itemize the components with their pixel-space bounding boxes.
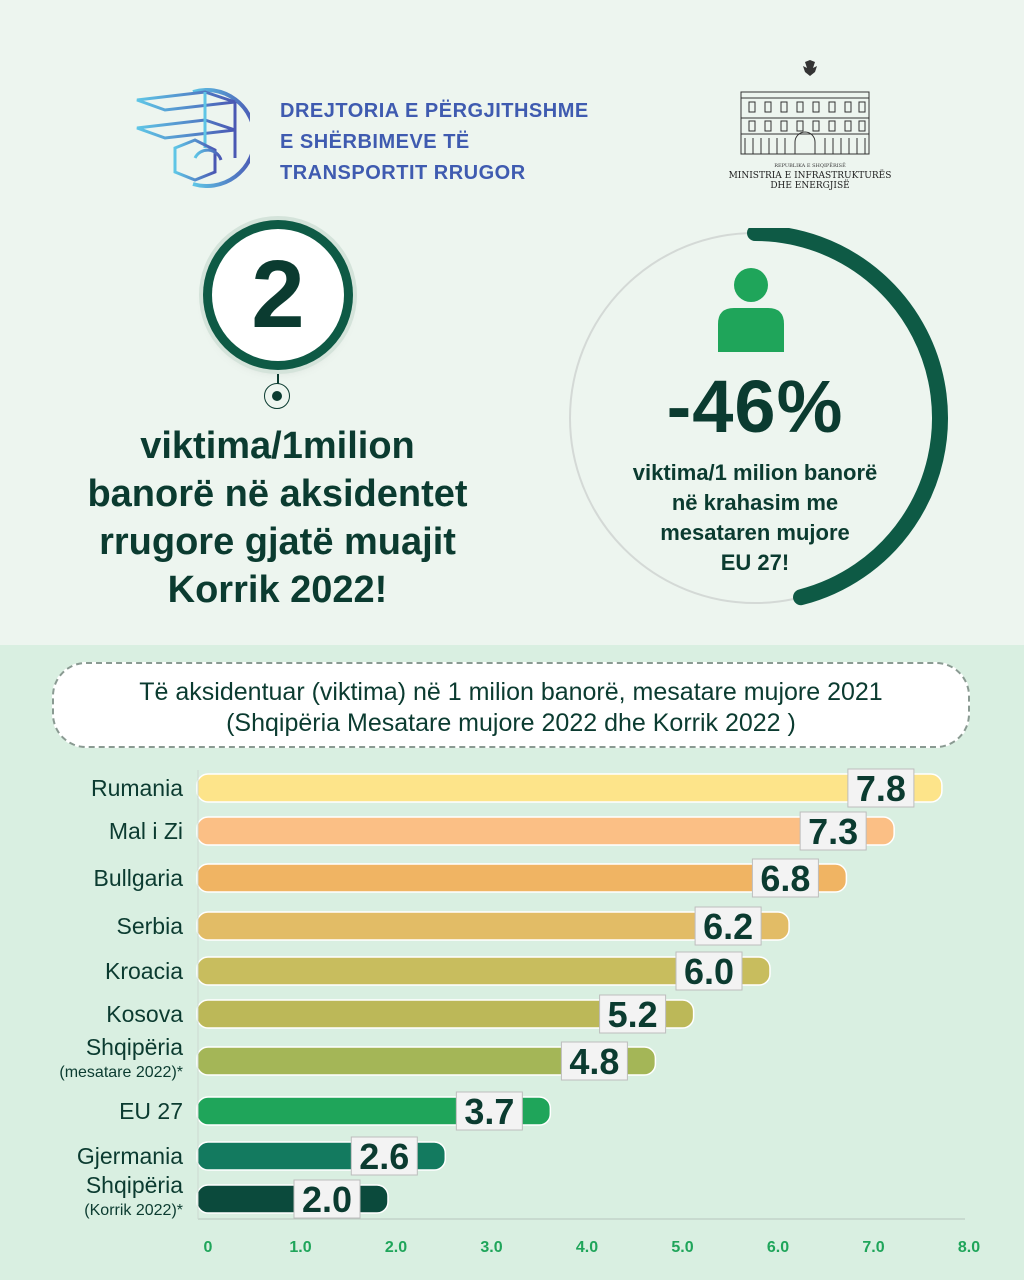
category-sublabel: (mesatare 2022)* bbox=[59, 1064, 183, 1081]
ministry-name-line3: DHE ENERGJISË bbox=[770, 181, 850, 191]
comparison-text-line1: viktima/1 milion banorë bbox=[632, 460, 878, 485]
org-name-line2: E SHËRBIMEVE TË bbox=[280, 131, 470, 153]
victims-text-line4: Korrik 2022! bbox=[167, 569, 388, 611]
category-label: Shqipëria bbox=[85, 1034, 183, 1060]
x-tick-label: 0 bbox=[203, 1239, 213, 1256]
bar bbox=[197, 864, 846, 892]
category-label: Kroacia bbox=[105, 958, 183, 984]
x-tick-label: 5.0 bbox=[671, 1239, 694, 1256]
category-labels bbox=[59, 775, 183, 1219]
value-label: 7.3 bbox=[808, 811, 859, 852]
victims-text-line2: banorë në aksidentet bbox=[87, 473, 468, 515]
category-label: Serbia bbox=[116, 913, 183, 939]
chart-title: Të aksidentuar (viktima) në 1 milion banorë, mesatare mujore 2021 bbox=[139, 678, 883, 706]
x-tick-label: 3.0 bbox=[480, 1239, 503, 1256]
ministry-name-line2: MINISTRIA E INFRASTRUKTURËS bbox=[728, 171, 892, 181]
bar bbox=[197, 774, 942, 802]
value-label: 3.7 bbox=[464, 1091, 515, 1132]
victims-text-line1: viktima/1milion bbox=[140, 425, 415, 467]
x-tick-label: 4.0 bbox=[575, 1239, 599, 1256]
value-label: 6.8 bbox=[760, 858, 811, 899]
comparison-text-line2: në krahasim me bbox=[671, 490, 839, 515]
value-label: 5.2 bbox=[607, 994, 658, 1035]
percent-change: -46% bbox=[666, 365, 844, 448]
chart-bars bbox=[197, 768, 942, 1220]
value-label: 7.8 bbox=[855, 768, 906, 809]
category-label: Gjermania bbox=[76, 1143, 183, 1169]
victims-text-line3: rrugore gjatë muajit bbox=[99, 521, 456, 563]
x-tick-label: 6.0 bbox=[766, 1239, 790, 1256]
victims-number: 2 bbox=[251, 241, 305, 348]
category-label: Kosova bbox=[106, 1001, 183, 1027]
category-sublabel: (Korrik 2022)* bbox=[84, 1202, 183, 1219]
comparison-text-line4: EU 27! bbox=[720, 550, 790, 575]
category-label: Bullgaria bbox=[93, 865, 183, 891]
value-label: 6.2 bbox=[703, 906, 754, 947]
value-label: 4.8 bbox=[569, 1041, 620, 1082]
ministry-country: REPUBLIKA E SHQIPËRISË bbox=[774, 163, 846, 169]
value-label: 2.0 bbox=[301, 1179, 353, 1220]
x-tick-label: 1.0 bbox=[289, 1239, 312, 1256]
bar bbox=[197, 817, 894, 845]
value-label: 2.6 bbox=[359, 1136, 410, 1177]
category-label: EU 27 bbox=[119, 1098, 183, 1124]
x-tick-label: 7.0 bbox=[862, 1239, 885, 1256]
chart-subtitle: (Shqipëria Mesatare mujore 2022 dhe Korrik 2022 ) bbox=[226, 709, 796, 737]
category-label: Rumania bbox=[90, 775, 183, 801]
category-label: Mal i Zi bbox=[108, 818, 183, 844]
org-name-line1: DREJTORIA E PËRGJITHSHME bbox=[280, 100, 589, 122]
x-tick-label: 2.0 bbox=[384, 1239, 408, 1256]
comparison-text-line3: mesataren mujore bbox=[660, 520, 850, 545]
org-name-line3: TRANSPORTIT RRUGOR bbox=[280, 162, 526, 184]
value-label: 6.0 bbox=[683, 951, 735, 992]
x-tick-label: 8.0 bbox=[957, 1239, 981, 1256]
category-label: Shqipëria bbox=[85, 1172, 183, 1198]
